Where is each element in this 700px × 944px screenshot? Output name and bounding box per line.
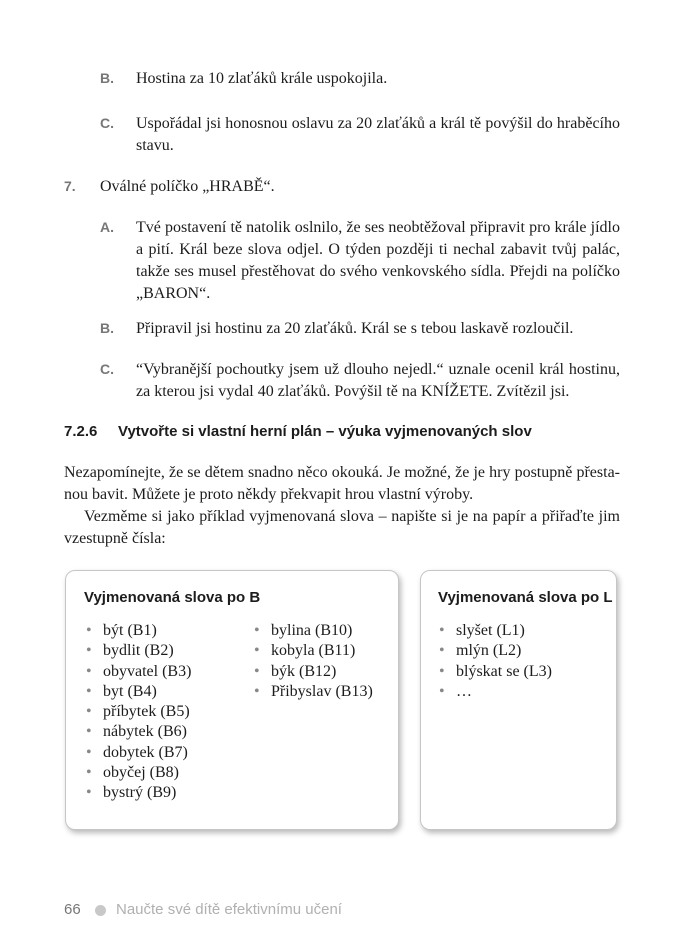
box-l-list <box>439 621 552 702</box>
list-item: • dobytek (B7) <box>86 743 191 763</box>
q7-option-text-b: Připravil jsi hostinu za 20 zlaťáků. Král se s tebou laskavě rozloučil. <box>136 320 574 337</box>
list-item: • Přibyslav (B13) <box>254 682 373 702</box>
list-item: • nábytek (B6) <box>86 722 191 742</box>
box-b-title: Vyjmenovaná slova po B <box>84 589 261 606</box>
box-b-list-col2 <box>254 621 373 702</box>
q7-option-letter-b: B. <box>100 320 114 336</box>
list-item: • mlýn (L2) <box>439 641 552 661</box>
q7-option-letter-a: A. <box>100 219 114 235</box>
list-item: • být (B1) <box>86 621 191 641</box>
footer-bullet-icon <box>95 905 106 916</box>
list-item: • bystrý (B9) <box>86 783 191 803</box>
list-item: • blýskat se (L3) <box>439 662 552 682</box>
list-item: • obyčej (B8) <box>86 763 191 783</box>
book-title: Naučte své dítě efektivnímu učení <box>116 901 342 918</box>
section-title: Vytvořte si vlastní herní plán – výuka vyjmenovaných slov <box>118 423 532 440</box>
list-item: • kobyla (B11) <box>254 641 373 661</box>
option-letter-b: B. <box>100 70 114 86</box>
list-item: • bylina (B10) <box>254 621 373 641</box>
box-words-b <box>65 570 399 830</box>
paragraph-intro: Nezapomínejte, že se dětem snadno něco okouká. Je možné, že je hry postupně přestanou bavit. Můžete je proto někdy překvapit hrou vlastní výroby. <box>64 464 620 503</box>
section-number: 7.2.6 <box>64 423 98 440</box>
q7-option-text-a: Tvé postavení tě natolik oslnilo, že ses neobtěžoval připravit pro krále jídlo a pití. Král beze slova odjel. O týden později ti nechal zabavit tvůj palác, takže ses musel přestěhovat do svého venkovského sídla. Přejdi na políčko „BARON“. <box>136 219 620 302</box>
list-item: • obyvatel (B3) <box>86 662 191 682</box>
box-b-list-col1 <box>86 621 191 804</box>
q7-option-text-c: “Vybranější pochoutky jsem už dlouho nejedl.“ uznale ocenil král hostinu, za kterou jsi vydal 40 zlaťáků. Povýšil tě na KNÍŽETE. Zvítězil jsi. <box>136 361 620 400</box>
list-item: • býk (B12) <box>254 662 373 682</box>
option-text-b: Hostina za 10 zlaťáků krále uspokojila. <box>136 70 388 87</box>
question-text: Oválné políčko „HRABĚ“. <box>100 178 275 195</box>
paragraph-example: Vezměme si jako příklad vyjmenovaná slova – napište si je na papír a přiřaďte jim vzestupně čísla: <box>64 508 620 547</box>
option-letter-c: C. <box>100 115 114 131</box>
list-item: • bydlit (B2) <box>86 641 191 661</box>
list-item: • … <box>439 682 552 702</box>
box-l-title: Vyjmenovaná slova po L <box>438 589 613 606</box>
list-item: • slyšet (L1) <box>439 621 552 641</box>
list-item: • příbytek (B5) <box>86 702 191 722</box>
box-words-l <box>420 570 617 830</box>
q7-option-letter-c: C. <box>100 361 114 377</box>
list-item: • byt (B4) <box>86 682 191 702</box>
option-text-c: Uspořádal jsi honosnou oslavu za 20 zlaťáků a král tě povýšil do hraběcího stavu. <box>136 115 620 154</box>
page-number: 66 <box>64 901 81 918</box>
question-number: 7. <box>64 178 76 194</box>
